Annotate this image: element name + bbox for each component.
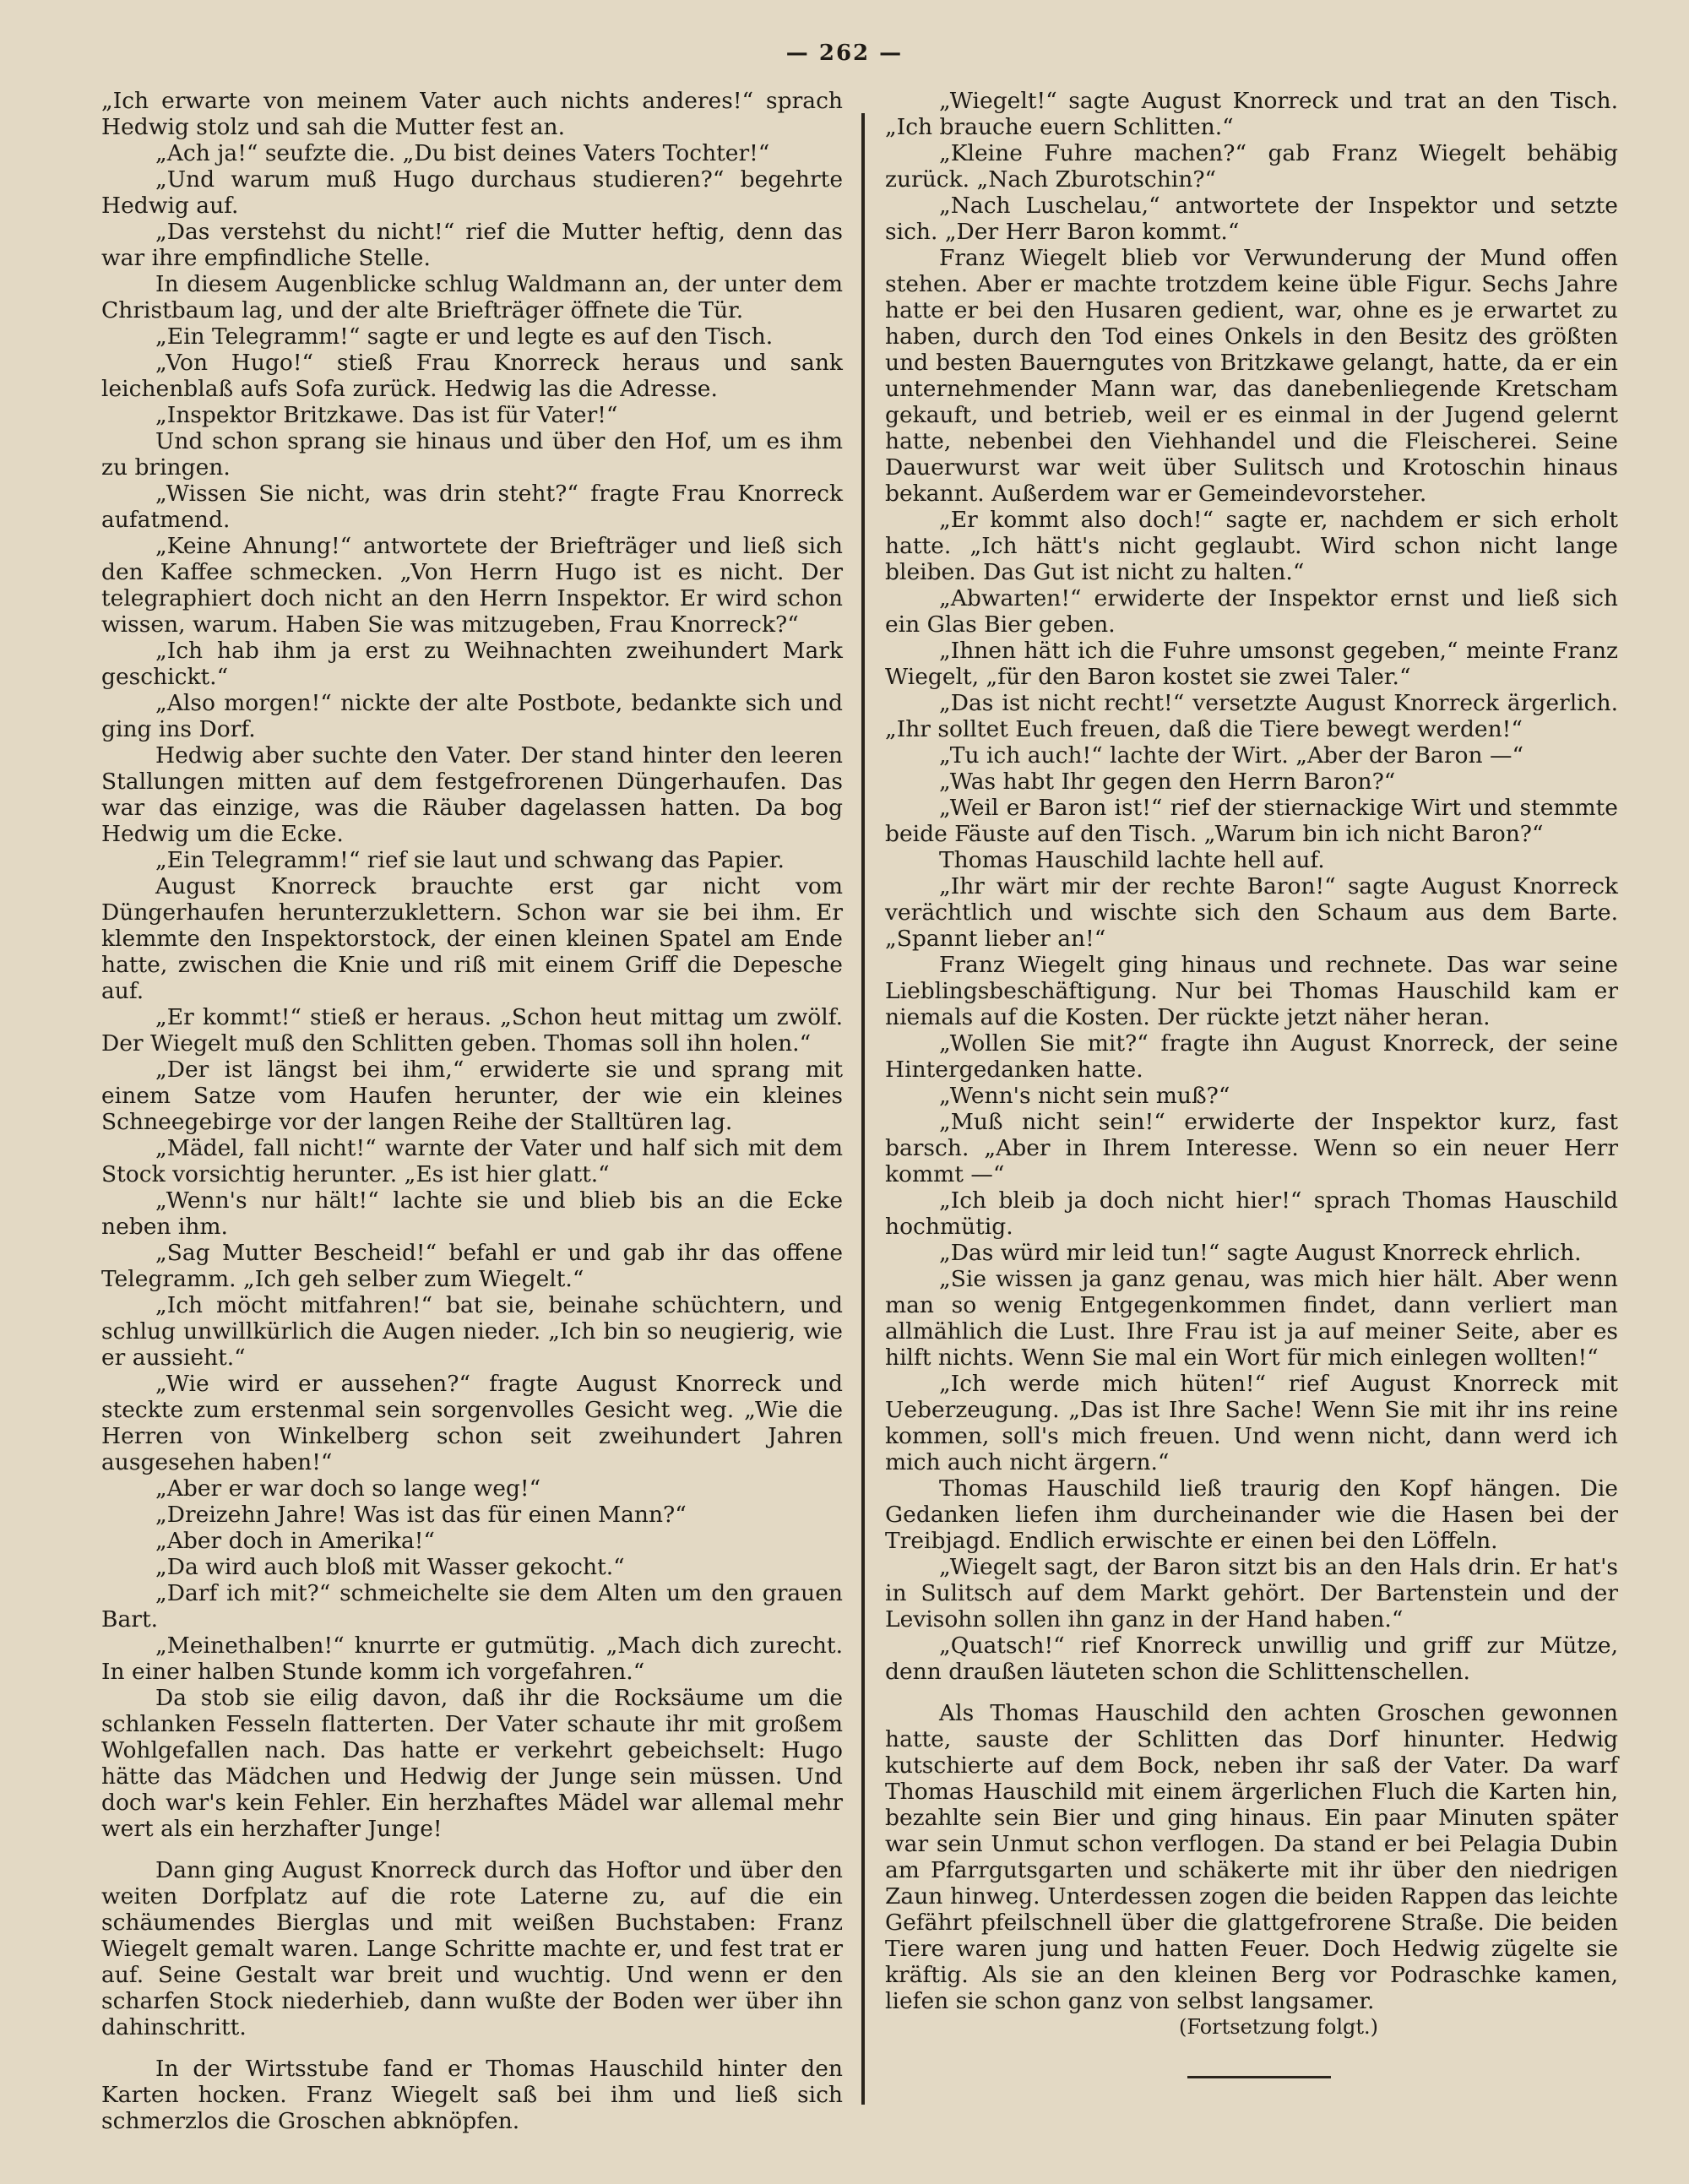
paragraph: „Ihr wärt mir der rechte Baron!“ sagte August Knorreck verächtlich und wischte sich den Schaum aus dem Barte. „Spannt lieber an!“ bbox=[885, 873, 1618, 952]
paragraph: „Wenn's nur hält!“ lachte sie und blieb bis an die Ecke neben ihm. bbox=[101, 1187, 843, 1240]
paragraph: „Abwarten!“ erwiderte der Inspektor ernst und ließ sich ein Glas Bier geben. bbox=[885, 585, 1618, 638]
paragraph: „Sag Mutter Bescheid!“ befahl er und gab ihr das offene Telegramm. „Ich geh selber zum Wiegelt.“ bbox=[101, 1240, 843, 1292]
paragraph: „Das ist nicht recht!“ versetzte August Knorreck ärgerlich. „Ihr solltet Euch freuen, daß die Tiere bewegt werden!“ bbox=[885, 690, 1618, 742]
paragraph: „Wollen Sie mit?“ fragte ihn August Knorreck, der seine Hintergedanken hatte. bbox=[885, 1030, 1618, 1083]
paragraph: „Ich bleib ja doch nicht hier!“ sprach Thomas Hauschild hochmütig. bbox=[885, 1187, 1618, 1240]
paragraph: „Also morgen!“ nickte der alte Postbote, bedankte sich und ging ins Dorf. bbox=[101, 690, 843, 742]
paragraph: „Weil er Baron ist!“ rief der stiernackige Wirt und stemmte beide Fäuste auf den Tisch. „Warum bin ich nicht Baron?“ bbox=[885, 795, 1618, 847]
paragraph: „Er kommt also doch!“ sagte er, nachdem er sich erholt hatte. „Ich hätt's nicht geglaubt. Wird schon nicht lange bleiben. Das Gut ist nicht zu halten.“ bbox=[885, 507, 1618, 585]
paragraph: „Ich möcht mitfahren!“ bat sie, beinahe schüchtern, und schlug unwillkürlich die Augen nieder. „Ich bin so neugierig, wie er aussieht.“ bbox=[101, 1292, 843, 1371]
paragraph: „Wiegelt sagt, der Baron sitzt bis an den Hals drin. Er hat's in Sulitsch auf dem Markt gehört. Der Bartenstein und der Levisohn sollen ihn ganz in der Hand haben.“ bbox=[885, 1554, 1618, 1633]
paragraph: Dann ging August Knorreck durch das Hoftor und über den weiten Dorfplatz auf die rote Laterne zu, auf die ein schäumendes Bierglas und mit weißen Buchstaben: Franz Wiegelt gemalt waren. Lange Schritte machte er, und fest trat er auf. Seine Gestalt war breit und wuchtig. Und wenn er den scharfen Stock niederhieb, dann wußte der Boden wer über ihn dahinschritt. bbox=[101, 1857, 843, 2040]
paragraph: „Dreizehn Jahre! Was ist das für einen Mann?“ bbox=[155, 1502, 687, 1528]
paragraph: Franz Wiegelt ging hinaus und rechnete. Das war seine Lieblingsbeschäftigung. Nur bei Thomas Hauschild kam er niemals auf die Kosten. Der rückte jetzt näher heran. bbox=[885, 952, 1618, 1030]
paragraph: „Und warum muß Hugo durchaus studieren?“ begehrte Hedwig auf. bbox=[101, 166, 843, 219]
paragraph: In der Wirtsstube fand er Thomas Hauschild hinter den Karten hocken. Franz Wiegelt saß bei ihm und ließ sich schmerzlos die Groschen abknöpfen. bbox=[101, 2056, 843, 2134]
paragraph: „Mädel, fall nicht!“ warnte der Vater und half sich mit dem Stock vorsichtig herunter. „Es ist hier glatt.“ bbox=[101, 1135, 843, 1187]
paragraph: „Das verstehst du nicht!“ rief die Mutter heftig, denn das war ihre empfindliche Stelle. bbox=[101, 219, 843, 271]
paragraph: „Da wird auch bloß mit Wasser gekocht.“ bbox=[155, 1554, 625, 1580]
paragraph: Als Thomas Hauschild den achten Groschen gewonnen hatte, sauste der Schlitten das Dorf hinunter. Hedwig kutschierte auf dem Bock, neben ihr saß der Vater. Da warf Thomas Hauschild mit einem ärgerlichen Fluch die Karten hin, bezahlte sein Bier und ging hinaus. Ein paar Minuten später war sein Unmut schon verflogen. Da stand er bei Pelagia Dubin am Pfarrgutsgarten und schäkerte mit ihr über den niedrigen Zaun hinweg. Unterdessen zogen die beiden Rappen das leichte Gefährt pfeilschnell über die glattgefrorene Straße. Die beiden Tiere waren jung und hatten Feuer. Doch Hedwig zügelte sie kräftig. Als sie an den kleinen Berg vor Podraschke kamen, liefen sie schon ganz von selbst langsamer. bbox=[885, 1700, 1618, 2014]
column-divider bbox=[861, 113, 865, 2105]
paragraph: „Er kommt!“ stieß er heraus. „Schon heut mittag um zwölf. Der Wiegelt muß den Schlitten geben. Thomas soll ihn holen.“ bbox=[101, 1004, 843, 1057]
paragraph: „Ihnen hätt ich die Fuhre umsonst gegeben,“ meinte Franz Wiegelt, „für den Baron kostet sie zwei Taler.“ bbox=[885, 638, 1618, 690]
paragraph: „Muß nicht sein!“ erwiderte der Inspektor kurz, fast barsch. „Aber in Ihrem Interesse. Wenn so ein neuer Herr kommt —“ bbox=[885, 1109, 1618, 1187]
paragraph: In diesem Augenblicke schlug Waldmann an, der unter dem Christbaum lag, und der alte Briefträger öffnete die Tür. bbox=[101, 271, 843, 323]
paragraph: „Darf ich mit?“ schmeichelte sie dem Alten um den grauen Bart. bbox=[101, 1580, 843, 1633]
paragraph: „Quatsch!“ rief Knorreck unwillig und griff zur Mütze, denn draußen läuteten schon die Schlittenschellen. bbox=[885, 1633, 1618, 1685]
paragraph: „Das würd mir leid tun!“ sagte August Knorreck ehrlich. bbox=[939, 1240, 1582, 1266]
paragraph: „Wissen Sie nicht, was drin steht?“ fragte Frau Knorreck aufatmend. bbox=[101, 481, 843, 533]
paragraph: Thomas Hauschild lachte hell auf. bbox=[939, 847, 1325, 873]
paragraph: Da stob sie eilig davon, daß ihr die Rocksäume um die schlanken Fesseln flatterten. Der Vater schaute ihr mit großem Wohlgefallen nach. Das hatte er verkehrt gebeichselt: Hugo hätte das Mädchen und Hedwig der Junge sein müssen. Und doch war's kein Fehler. Ein herzhaftes Mädel war allemal mehr wert als ein herzhafter Junge! bbox=[101, 1685, 843, 1842]
paragraph: „Der ist längst bei ihm,“ erwiderte sie und sprang mit einem Satze vom Haufen herunter, der wie ein kleines Schneegebirge vor der langen Reihe der Stalltüren lag. bbox=[101, 1057, 843, 1135]
paragraph: „Kleine Fuhre machen?“ gab Franz Wiegelt behäbig zurück. „Nach Zburotschin?“ bbox=[885, 140, 1618, 193]
paragraph: „Wiegelt!“ sagte August Knorreck und trat an den Tisch. „Ich brauche euern Schlitten.“ bbox=[885, 88, 1618, 140]
paragraph: Thomas Hauschild ließ traurig den Kopf hängen. Die Gedanken liefen ihm durcheinander wie die Hasen bei der Treibjagd. Endlich erwischte er einen bei den Löffeln. bbox=[885, 1475, 1618, 1554]
paragraph: „Nach Luschelau,“ antwortete der Inspektor und setzte sich. „Der Herr Baron kommt.“ bbox=[885, 193, 1618, 245]
paragraph: Franz Wiegelt blieb vor Verwunderung der Mund offen stehen. Aber er machte trotzdem keine üble Figur. Sechs Jahre hatte er bei den Husaren gedient, war, ohne es je erwartet zu haben, durch den Tod eines Onkels in den Besitz des größten und besten Bauerngutes von Britzkawe gelangt, hatte, da er ein unternehmender Mann war, das danebenliegende Kretscham gekauft, und betrieb, weil er es einmal in der Jugend gelernt hatte, nebenbei den Viehhandel und die Fleischerei. Seine Dauerwurst war weit über Sulitsch und Krotoschin hinaus bekannt. Außerdem war er Gemeindevorsteher. bbox=[885, 245, 1618, 507]
paragraph: „Was habt Ihr gegen den Herrn Baron?“ bbox=[939, 769, 1396, 795]
page-number: — 262 — bbox=[785, 41, 904, 66]
paragraph: „Inspektor Britzkawe. Das ist für Vater!“ bbox=[155, 402, 618, 428]
paragraph: „Ach ja!“ seufzte die. „Du bist deines Vaters Tochter!“ bbox=[155, 140, 770, 166]
paragraph: „Meinethalben!“ knurrte er gutmütig. „Mach dich zurecht. In einer halben Stunde komm ich vorgefahren.“ bbox=[101, 1633, 843, 1685]
paragraph: „Aber doch in Amerika!“ bbox=[155, 1528, 435, 1554]
right-column bbox=[885, 88, 1618, 2078]
paragraph: „Ich werde mich hüten!“ rief August Knorreck mit Ueberzeugung. „Das ist Ihre Sache! Wenn Sie mit ihr ins reine kommen, soll's mich freuen. Und wenn nicht, dann werd ich mich auch nicht ärgern.“ bbox=[885, 1371, 1618, 1475]
continuation-note: (Fortsetzung folgt.) bbox=[1179, 2015, 1378, 2039]
paragraph: „Von Hugo!“ stieß Frau Knorreck heraus und sank leichenblaß aufs Sofa zurück. Hedwig las die Adresse. bbox=[101, 350, 843, 402]
paragraph: „Sie wissen ja ganz genau, was mich hier hält. Aber wenn man so wenig Entgegenkommen findet, dann verliert man allmählich die Lust. Ihre Frau ist ja auf meiner Seite, aber es hilft nichts. Wenn Sie mal ein Wort für mich einlegen wollten!“ bbox=[885, 1266, 1618, 1371]
paragraph: Und schon sprang sie hinaus und über den Hof, um es ihm zu bringen. bbox=[101, 428, 843, 481]
paragraph: August Knorreck brauchte erst gar nicht vom Düngerhaufen herunterzuklettern. Schon war sie bei ihm. Er klemmte den Inspektorstock, der einen kleinen Spatel am Ende hatte, zwischen die Knie und riß mit einem Griff die Depesche auf. bbox=[101, 873, 843, 1004]
left-column bbox=[101, 88, 843, 2134]
paragraph: „Aber er war doch so lange weg!“ bbox=[155, 1475, 541, 1502]
paragraph: „Tu ich auch!“ lachte der Wirt. „Aber der Baron —“ bbox=[939, 742, 1524, 769]
paragraph: „Ein Telegramm!“ rief sie laut und schwang das Papier. bbox=[155, 847, 785, 873]
paragraph: „Ich hab ihm ja erst zu Weihnachten zweihundert Mark geschickt.“ bbox=[101, 638, 843, 690]
paragraph: „Wenn's nicht sein muß?“ bbox=[939, 1083, 1230, 1109]
end-rule bbox=[1187, 2076, 1331, 2078]
paragraph: Hedwig aber suchte den Vater. Der stand hinter den leeren Stallungen mitten auf dem festgefrorenen Düngerhaufen. Das war das einzige, was die Räuber dagelassen hatten. Da bog Hedwig um die Ecke. bbox=[101, 742, 843, 847]
paragraph: „Keine Ahnung!“ antwortete der Briefträger und ließ sich den Kaffee schmecken. „Von Herrn Hugo ist es nicht. Der telegraphiert doch nicht an den Herrn Inspektor. Er wird schon wissen, warum. Haben Sie was mitzugeben, Frau Knorreck?“ bbox=[101, 533, 843, 638]
paragraph: „Ich erwarte von meinem Vater auch nichts anderes!“ sprach Hedwig stolz und sah die Mutter fest an. bbox=[101, 88, 843, 140]
paragraph: „Ein Telegramm!“ sagte er und legte es auf den Tisch. bbox=[155, 323, 774, 350]
paragraph: „Wie wird er aussehen?“ fragte August Knorreck und steckte zum erstenmal sein sorgenvolles Gesicht weg. „Wie die Herren von Winkelberg schon seit zweihundert Jahren ausgesehen haben!“ bbox=[101, 1371, 843, 1475]
